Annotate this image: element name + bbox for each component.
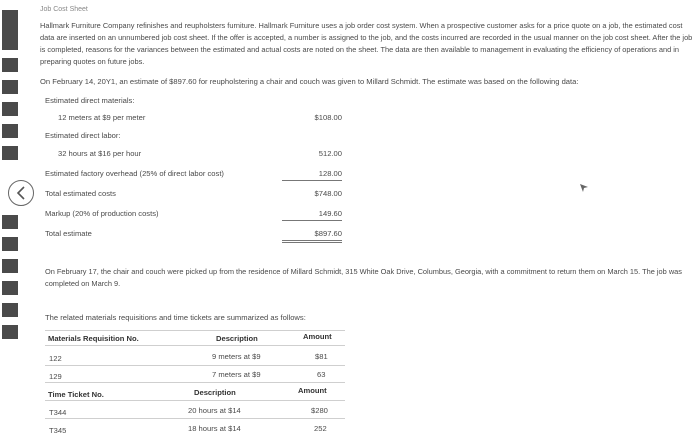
total-amount: $897.60 — [282, 230, 342, 243]
markup-label: Markup (20% of production costs) — [45, 209, 159, 218]
table-divider — [45, 418, 345, 419]
table-divider — [45, 400, 345, 401]
time-amount-col-header: Amount — [298, 386, 327, 395]
sidebar-stripe — [2, 80, 18, 94]
table-row-amount: $280 — [311, 406, 328, 415]
table-divider — [45, 330, 345, 331]
time-ticket-col-header: Time Ticket No. — [48, 390, 104, 399]
table-row-description: 7 meters at $9 — [212, 370, 261, 379]
sidebar-stripe — [2, 259, 18, 273]
materials-amount: $108.00 — [314, 113, 342, 122]
total-label: Total estimate — [45, 229, 92, 238]
sidebar-stripe — [2, 325, 18, 339]
summary-text: The related materials requisitions and time tickets are summarized as follows: — [45, 313, 306, 322]
table-divider — [45, 382, 345, 383]
description-col-header: Description — [216, 334, 258, 343]
pickup-paragraph: On February 17, the chair and couch were picked up from the residence of Millard Schmidt, 315 White Oak Drive, Columbus, Georgia, with a commitment to return them on March 15. The job was completed on March 9. — [45, 267, 682, 288]
materials-header: Estimated direct materials: — [45, 96, 135, 105]
sidebar-stripe — [2, 146, 18, 160]
sidebar-stripe — [2, 303, 18, 317]
sidebar-stripe — [2, 124, 18, 138]
table-row-ticket-no: T344 — [49, 408, 67, 417]
labor-header: Estimated direct labor: — [45, 131, 121, 140]
sidebar — [0, 0, 24, 436]
sidebar-stripe — [2, 10, 18, 50]
materials-line: 12 meters at $9 per meter — [58, 113, 146, 122]
table-divider — [45, 365, 345, 366]
table-row-description: 20 hours at $14 — [188, 406, 241, 415]
overhead-label: Estimated factory overhead (25% of direct labor cost) — [45, 169, 224, 178]
materials-col-header: Materials Requisition No. — [48, 334, 139, 343]
table-row-req-no: 122 — [49, 354, 62, 363]
table-row-description: 9 meters at $9 — [212, 352, 261, 361]
estimate-intro: On February 14, 20Y1, an estimate of $897.60 for reupholstering a chair and couch was given to Millard Schmidt. The estimate was based on the following data: — [40, 77, 579, 86]
page-title: Job Cost Sheet — [40, 6, 88, 13]
labor-amount: 512.00 — [318, 149, 342, 158]
time-description-col-header: Description — [194, 388, 236, 397]
total-costs-amount: $748.00 — [314, 189, 342, 198]
sidebar-stripe — [2, 58, 18, 72]
sidebar-stripe — [2, 102, 18, 116]
intro-paragraph: Hallmark Furniture Company refinishes and reupholsters furniture. Hallmark Furniture uses a job order cost system. When a prospective customer asks for a price quote on a job, the estimated cost data are inserted on an unnumbered job cost sheet. If the offer is accepted, a number is assigned to the job, and the costs incurred are recorded in the usual manner on the job cost sheet. After the job is completed, reasons for the variances between the estimated and actual costs are noted on the sheet. The data are then available to management in evaluating the efficiency of operations and in preparing quotes on future jobs. — [40, 21, 693, 66]
back-button[interactable] — [8, 180, 34, 206]
table-row-req-no: 129 — [49, 372, 62, 381]
table-row-amount: $81 — [315, 352, 328, 361]
sidebar-stripe — [2, 237, 18, 251]
overhead-amount: 128.00 — [282, 170, 342, 181]
labor-line: 32 hours at $16 per hour — [58, 149, 142, 158]
table-row-amount: 63 — [317, 370, 326, 379]
table-row-ticket-no: T345 — [49, 426, 67, 435]
amount-col-header: Amount — [303, 332, 332, 341]
cursor-icon — [580, 184, 588, 192]
total-costs-label: Total estimated costs — [45, 189, 116, 198]
chevron-left-icon — [15, 186, 27, 200]
table-divider — [45, 345, 345, 346]
table-row-amount: 252 — [314, 424, 327, 433]
table-row-description: 18 hours at $14 — [188, 424, 241, 433]
markup-amount: 149.60 — [282, 210, 342, 221]
sidebar-stripe — [2, 281, 18, 295]
sidebar-stripe — [2, 215, 18, 229]
